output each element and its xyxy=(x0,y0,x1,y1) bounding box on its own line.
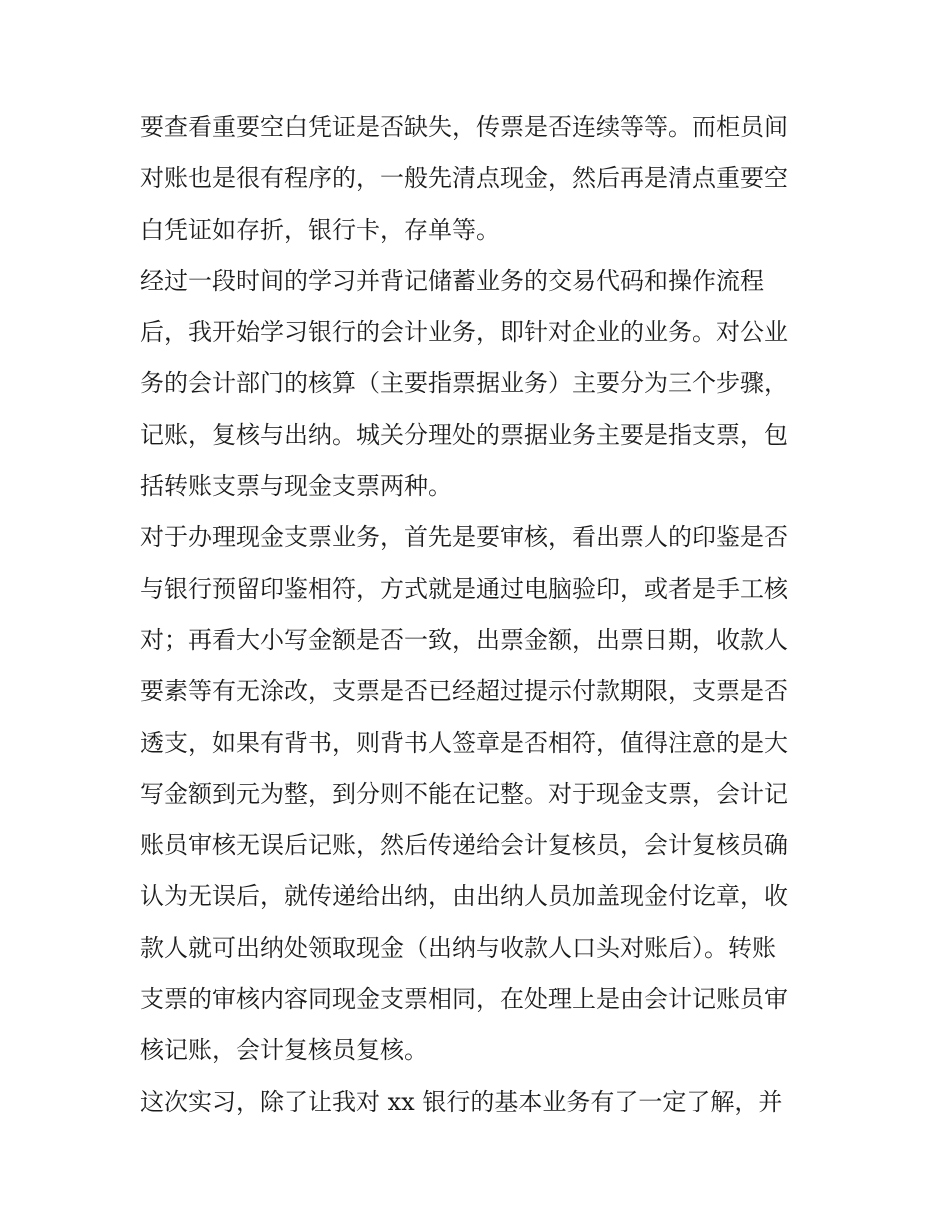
text-line: 对账也是很有程序的，一般先清点现金，然后再是清点重要空 xyxy=(140,164,788,193)
text-line: 款人就可出纳处领取现金（出纳与收款人口头对账后）。转账 xyxy=(140,933,776,962)
text-line: 对于办理现金支票业务，首先是要审核，看出票人的印鉴是否 xyxy=(140,523,788,552)
text-line: 记账，复核与出纳。城关分理处的票据业务主要是指支票，包 xyxy=(140,420,788,449)
text-line: 透支，如果有背书，则背书人签章是否相符，值得注意的是大 xyxy=(140,728,788,757)
text-line: 与银行预留印鉴相符，方式就是通过电脑验印，或者是手工核 xyxy=(140,574,788,603)
text-line: 务的会计部门的核算（主要指票据业务）主要分为三个步骤， xyxy=(140,369,788,398)
text-line: 后，我开始学习银行的会计业务，即针对企业的业务。对公业 xyxy=(140,318,788,347)
paragraph xyxy=(140,256,812,512)
text-line: 要素等有无涂改，支票是否已经超过提示付款期限，支票是否 xyxy=(140,677,788,706)
document-body xyxy=(140,102,812,1128)
text-line: 白凭证如存折，银行卡，存单等。 xyxy=(140,215,500,244)
text-line: 认为无误后，就传递给出纳，由出纳人员加盖现金付讫章，收 xyxy=(140,882,788,911)
text-line: 核记账，会计复核员复核。 xyxy=(140,1036,428,1065)
text-line: 写金额到元为整，到分则不能在记整。对于现金支票，会计记 xyxy=(140,779,788,808)
paragraph xyxy=(140,102,812,256)
text-line: 括转账支票与现金支票两种。 xyxy=(140,472,452,501)
paragraph xyxy=(140,1077,812,1128)
text-line: 要查看重要空白凭证是否缺失，传票是否连续等等。而柜员间 xyxy=(140,113,788,141)
text-line: 经过一段时间的学习并背记储蓄业务的交易代码和操作流程 xyxy=(140,266,764,295)
text-line: 对；再看大小写金额是否一致，出票金额，出票日期，收款人 xyxy=(140,625,788,654)
text-line: 账员审核无误后记账，然后传递给会计复核员，会计复核员确 xyxy=(140,831,788,860)
text-line: 这次实习，除了让我对 xx 银行的基本业务有了一定了解，并 xyxy=(140,1087,783,1116)
paragraph xyxy=(140,512,812,1076)
text-line: 支票的审核内容同现金支票相同，在处理上是由会计记账员审 xyxy=(140,985,788,1014)
